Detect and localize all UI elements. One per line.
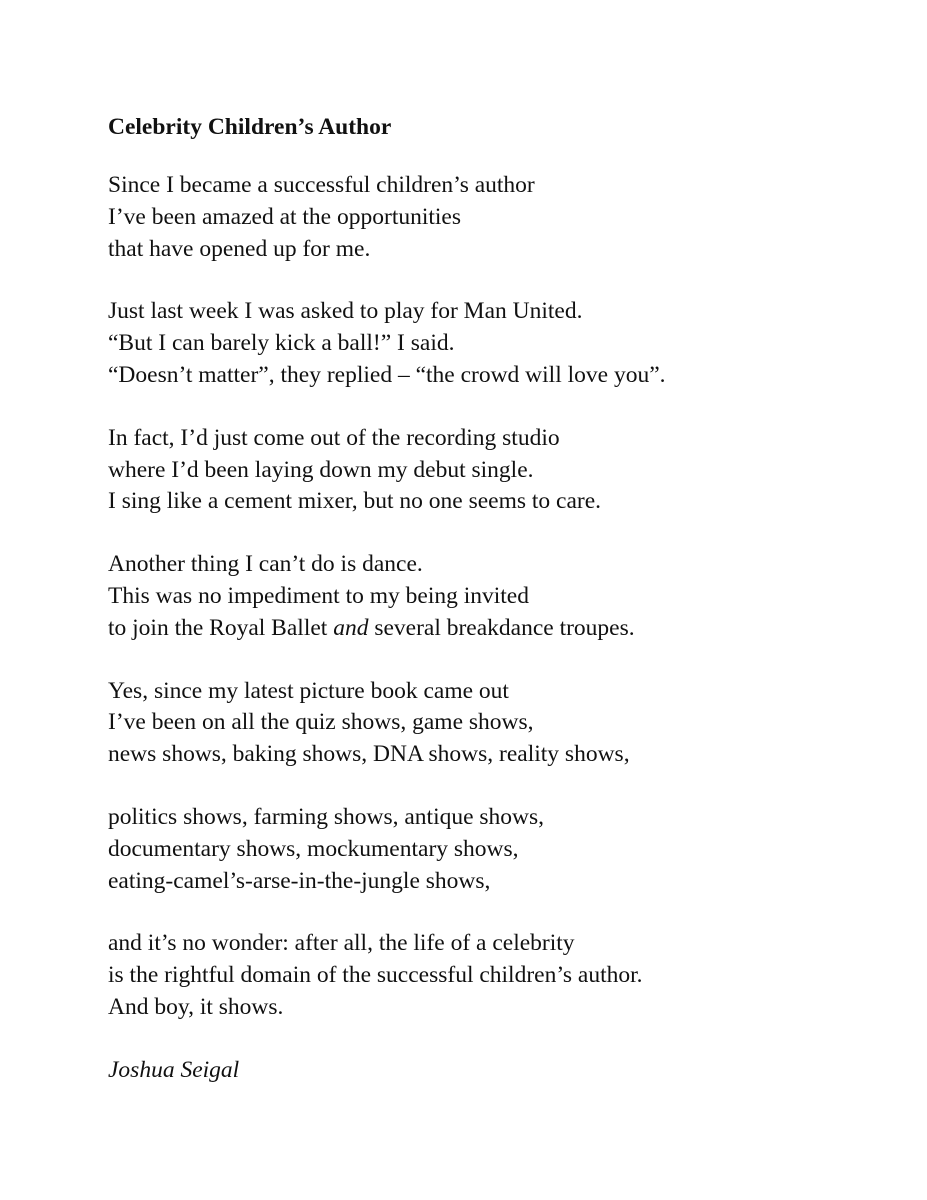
stanza-4 (108, 549, 888, 644)
poem-line: is the rightful domain of the successful children’s author. (108, 962, 643, 989)
poem-line: Since I became a successful children’s author (108, 172, 535, 198)
poem-line-with-emphasis (108, 613, 888, 645)
poem-line: eating-camel’s-arse-in-the-jungle shows, (108, 867, 491, 894)
stanza-7 (108, 928, 888, 1023)
line-text-after: several breakdance troupes. (368, 614, 635, 641)
poem-line: where I’d been laying down my debut single. (108, 456, 534, 483)
poem-line: Another thing I can’t do is dance. (108, 551, 423, 578)
poem-line: that have opened up for me. (108, 235, 371, 262)
poem-line: and it’s no wonder: after all, the life of a celebrity (108, 930, 575, 957)
poem-page (108, 112, 888, 1086)
stanza-1 (108, 170, 888, 265)
line-text-before: to join the Royal Ballet (108, 614, 334, 641)
poem-line: I sing like a cement mixer, but no one seems to care. (108, 488, 602, 515)
poem-line: “But I can barely kick a ball!” I said. (108, 330, 455, 357)
poem-title: Celebrity Children’s Author (108, 114, 392, 140)
poem-line: Yes, since my latest picture book came out (108, 677, 509, 704)
poem-line: This was no impediment to my being invited (108, 582, 529, 609)
poem-line: “Doesn’t matter”, they replied – “the crowd will love you”. (108, 361, 666, 388)
poem-author: Joshua Seigal (108, 1056, 240, 1083)
stanza-6 (108, 802, 888, 897)
poem-line: In fact, I’d just come out of the recording studio (108, 424, 560, 451)
stanza-3 (108, 423, 888, 518)
stanza-2 (108, 296, 888, 391)
stanza-5 (108, 676, 888, 771)
poem-line: And boy, it shows. (108, 993, 284, 1020)
poem-line: I’ve been amazed at the opportunities (108, 203, 462, 230)
poem-line: politics shows, farming shows, antique shows, (108, 803, 545, 830)
poem-line: I’ve been on all the quiz shows, game shows, (108, 709, 534, 736)
poem-line: documentary shows, mockumentary shows, (108, 835, 519, 862)
emphasized-word: and (333, 614, 369, 641)
poem-line: news shows, baking shows, DNA shows, reality shows, (108, 741, 630, 768)
poem-line: Just last week I was asked to play for Man United. (108, 298, 583, 325)
